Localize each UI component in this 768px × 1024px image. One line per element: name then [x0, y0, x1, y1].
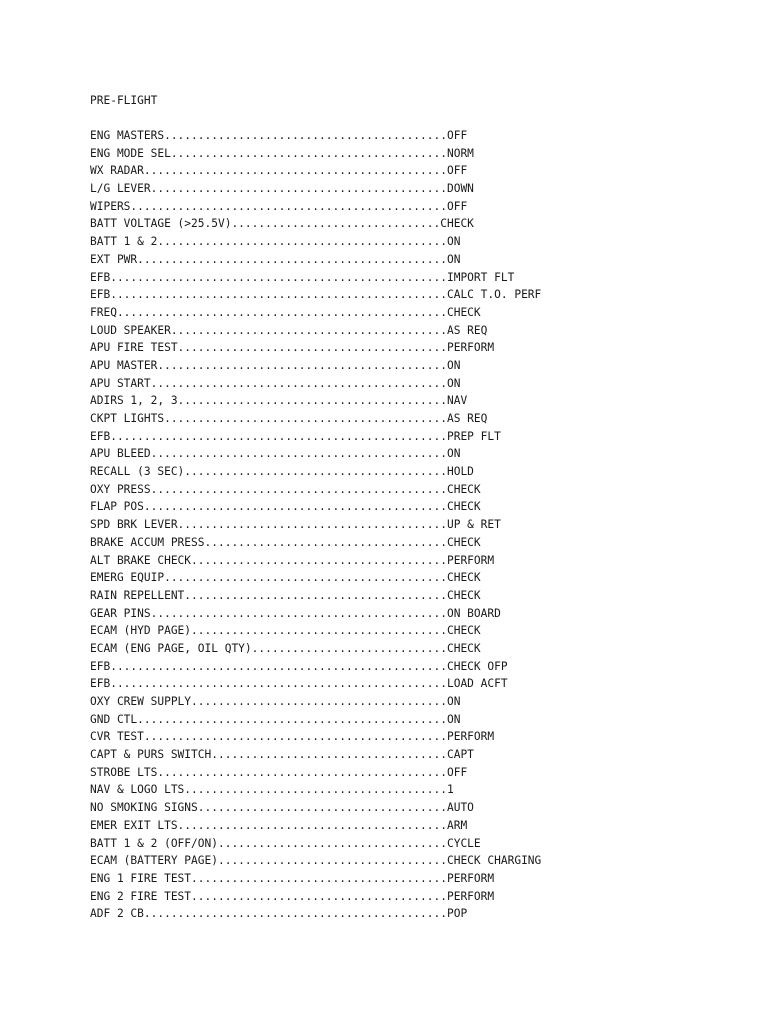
checklist-item: FLAP POS.............................................CHECK — [90, 500, 481, 514]
checklist-item: ENG 2 FIRE TEST......................................PERFORM — [90, 889, 495, 903]
checklist-item: ENG MODE SEL.........................................NORM — [90, 146, 474, 160]
checklist — [90, 127, 541, 923]
checklist-item: BATT 1 & 2 (OFF/ON)..................................CYCLE — [90, 836, 481, 850]
checklist-item: OXY CREW SUPPLY......................................ON — [90, 695, 461, 708]
checklist-item: FREQ.................................................CHECK — [90, 305, 481, 319]
document-title: PRE-FLIGHT — [90, 94, 158, 107]
checklist-item: EFB..................................................LOAD ACFT — [90, 677, 508, 691]
checklist-item: ECAM (BATTERY PAGE)..................................CHECK CHARGING — [90, 854, 542, 868]
checklist-item: CAPT & PURS SWITCH...................................CAPT — [90, 748, 474, 762]
checklist-item: APU MASTER...........................................ON — [90, 358, 461, 372]
checklist-item: EFB..................................................IMPORT FLT — [90, 270, 515, 284]
checklist-item: L/G LEVER............................................DOWN — [90, 182, 474, 196]
checklist-item: ENG MASTERS..........................................OFF — [90, 129, 468, 142]
checklist-item: BATT 1 & 2...........................................ON — [90, 235, 461, 249]
checklist-item: NO SMOKING SIGNS.....................................AUTO — [90, 801, 474, 815]
checklist-item: APU BLEED............................................ON — [90, 447, 461, 461]
checklist-item: GND CTL..............................................ON — [90, 712, 461, 726]
checklist-item: ADF 2 CB.............................................POP — [90, 907, 468, 921]
checklist-item: EXT PWR..............................................ON — [90, 252, 461, 266]
checklist-item: EMER EXIT LTS........................................ARM — [90, 818, 468, 832]
checklist-item: OXY PRESS............................................CHECK — [90, 482, 481, 496]
checklist-item: APU START............................................ON — [90, 376, 461, 390]
checklist-item: APU FIRE TEST........................................PERFORM — [90, 341, 495, 355]
checklist-item: LOUD SPEAKER.........................................AS REQ — [90, 323, 488, 337]
checklist-item: ALT BRAKE CHECK......................................PERFORM — [90, 553, 495, 567]
checklist-item: BATT VOLTAGE (>25.5V)...............................CHECK — [90, 217, 474, 231]
checklist-item: EFB..................................................PREP FLT — [90, 429, 501, 443]
checklist-item: EMERG EQUIP..........................................CHECK — [90, 571, 481, 585]
checklist-item: NAV & LOGO LTS.......................................1 — [90, 783, 454, 797]
checklist-item: ECAM (ENG PAGE, OIL QTY).............................CHECK — [90, 641, 481, 655]
checklist-item: GEAR PINS............................................ON BOARD — [90, 606, 501, 620]
checklist-item: RAIN REPELLENT.......................................CHECK — [90, 588, 481, 602]
checklist-item: ADIRS 1, 2, 3........................................NAV — [90, 394, 468, 408]
checklist-item: ENG 1 FIRE TEST......................................PERFORM — [90, 871, 495, 885]
checklist-item: EFB..................................................CALC T.O. PERF — [90, 288, 542, 302]
checklist-item: WX RADAR.............................................OFF — [90, 164, 468, 178]
checklist-item: SPD BRK LEVER........................................UP & RET — [90, 518, 501, 532]
checklist-item: ECAM (HYD PAGE)......................................CHECK — [90, 624, 481, 638]
checklist-item: CKPT LIGHTS..........................................AS REQ — [90, 412, 488, 425]
checklist-item: CVR TEST.............................................PERFORM — [90, 730, 495, 744]
checklist-item: EFB..................................................CHECK OFP — [90, 659, 508, 673]
checklist-item: WIPERS...............................................OFF — [90, 199, 468, 213]
checklist-item: STROBE LTS...........................................OFF — [90, 765, 468, 779]
checklist-item: BRAKE ACCUM PRESS....................................CHECK — [90, 535, 481, 549]
checklist-item: RECALL (3 SEC).......................................HOLD — [90, 465, 474, 479]
